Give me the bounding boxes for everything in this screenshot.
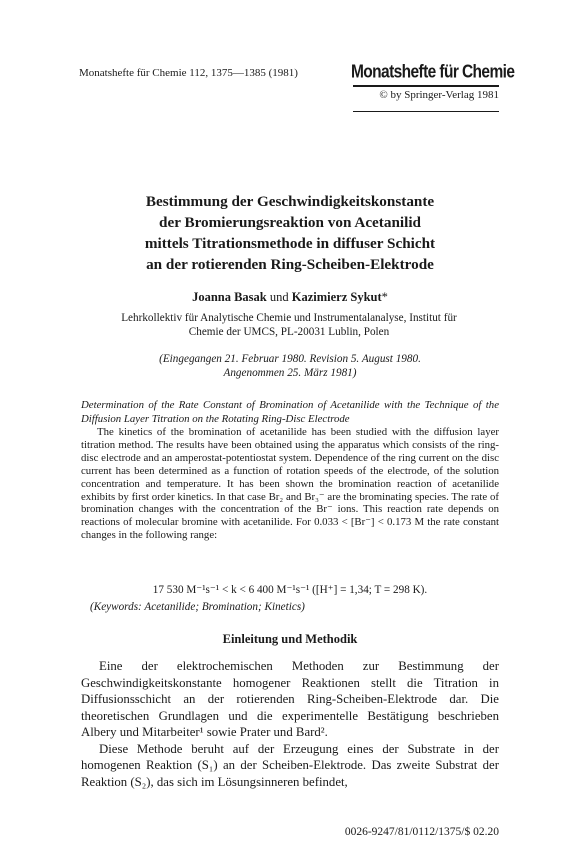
received-dates [100, 352, 480, 380]
body-paragraph: Diese Methode beruht auf der Erzeugung eines der Substrate in der homogenen Reaktion (S₁) an der Scheiben-Elektrode. Das zweite Substrat der Reaktion (S₂), das sich im Lösungsinneren befindet, [81, 741, 499, 789]
abstract-body [81, 426, 499, 542]
affiliation-line: Lehrkollektiv für Analytische Chemie und Instrumentalanalyse, Institut für [121, 312, 457, 324]
dates-line: (Eingegangen 21. Februar 1980. Revision 5. August 1980. [159, 353, 421, 365]
abstract-paragraph: The kinetics of the bromination of acetanilide has been studied with the diffusion layer titration method. The results have been obtained using the apparatus which consists of the ring-disc electrode and an amperostat-potentiostat system. Dependence of the ring current on the disc current has been determined as a function of rotation speeds of the electrode, of the solution concentration and temperature. It has been shown the bromination reaction of acetanilide exhibits by first order kinetics. In that case Br₂ and Br₃⁻ are the brominating species. The rate of bromination changes with the concentration of the Br⁻ ions. This reaction rate depends on reactions of molecular bromine with acetanilide. For 0.033 < [Br⁻] < 0.173 M the rate constant changes in the following range: [81, 426, 499, 542]
paper-title [60, 191, 520, 275]
author-name: Joanna Basak [192, 290, 267, 304]
title-line: mittels Titrationsmethode in diffuser Schicht [144, 235, 436, 252]
author-name: Kazimierz Sykut [291, 290, 382, 304]
header-rule-top [353, 85, 499, 87]
affiliation [82, 311, 496, 339]
section-heading: Einleitung und Methodik [222, 632, 358, 646]
affiliation-line: Chemie der UMCS, PL-20031 Lublin, Polen [188, 326, 390, 338]
author-list [60, 290, 520, 305]
body-paragraph: Eine der elektrochemischen Methoden zur Bestimmung der Geschwindigkeitskonstante homogener Reaktionen stellt die Titration in Diffusionsschicht an der rotierenden Ring-Scheiben-Elektrode dar. Die theoretischen Grundlagen und die experimentelle Bestätigung beschrieben Albery und Mitarbeiter¹ sowie Prater und Bard². [81, 659, 499, 739]
header-rule-bottom [353, 111, 499, 112]
journal-brand-logo: Monatshefte für Chemie [351, 62, 515, 83]
title-line: Bestimmung der Geschwindigkeitskonstante [145, 193, 435, 210]
corresponding-marker: * [381, 290, 388, 304]
introduction-text [81, 658, 499, 790]
journal-citation: Monatshefte für Chemie 112, 1375—1385 (1981) [79, 67, 298, 79]
dates-line: Angenommen 25. März 1981) [223, 367, 357, 379]
keywords: (Keywords: Acetanilide; Bromination; Kinetics) [90, 601, 305, 613]
abstract-title: Determination of the Rate Constant of Bromination of Acetanilide with the Technique of the Diffusion Layer Titration on the Rotating Ring-Disc Electrode [81, 399, 499, 425]
title-line: an der rotierenden Ring-Scheiben-Elektrode [146, 256, 434, 273]
author-conjunction: und [269, 290, 289, 304]
title-line: der Bromierungsreaktion von Acetanilid [159, 214, 421, 231]
rate-constant-formula: 17 530 M⁻¹s⁻¹ < k < 6 400 M⁻¹s⁻¹ ([H⁺] = 1,34; T = 298 K). [152, 584, 428, 596]
copyright-notice: © by Springer-Verlag 1981 [379, 89, 499, 101]
article-code: 0026-9247/81/0112/1375/$ 02.20 [344, 826, 499, 838]
